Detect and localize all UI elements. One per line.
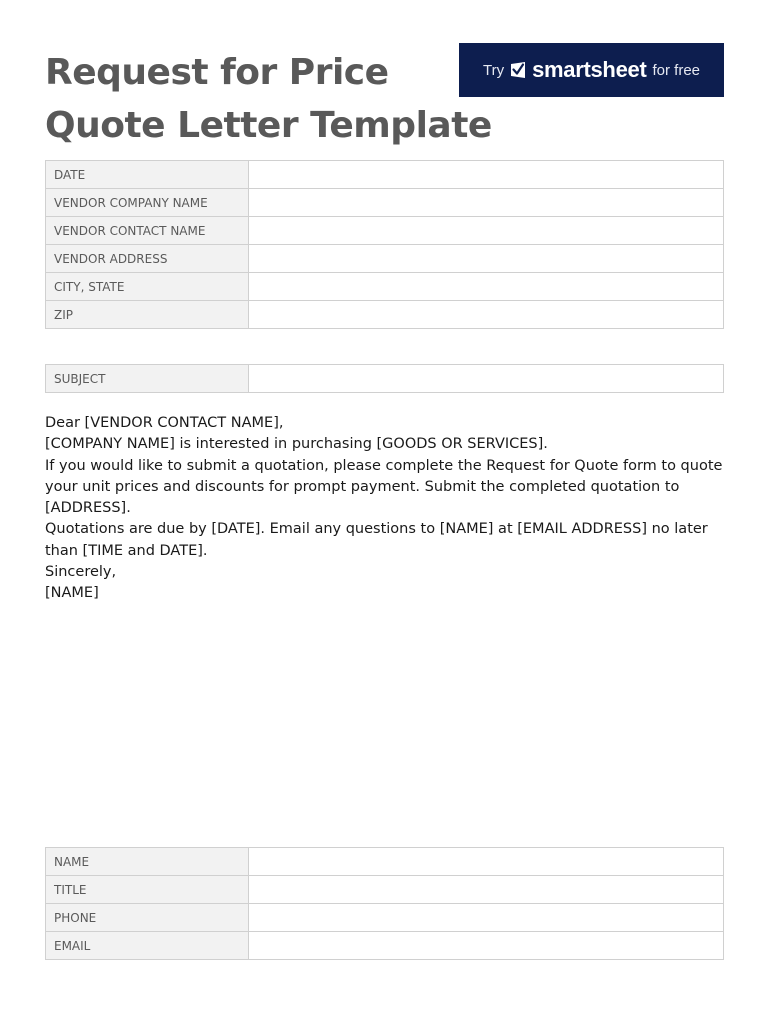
banner-free-label: for free bbox=[652, 61, 701, 79]
vendor-company-name-label: VENDOR COMPANY NAME bbox=[46, 189, 249, 217]
city-state-label: CITY, STATE bbox=[46, 273, 249, 301]
email-label: EMAIL bbox=[46, 932, 249, 960]
letter-signature: [NAME] bbox=[45, 585, 99, 602]
city-state-field[interactable] bbox=[249, 273, 724, 301]
vendor-company-name-field[interactable] bbox=[249, 189, 724, 217]
table-row bbox=[46, 848, 724, 876]
date-label: DATE bbox=[46, 161, 249, 189]
email-field[interactable] bbox=[249, 932, 724, 960]
banner-try-label: Try bbox=[482, 61, 505, 79]
table-row bbox=[46, 904, 724, 932]
table-row bbox=[46, 189, 724, 217]
subject-label: SUBJECT bbox=[46, 365, 249, 393]
title-label: TITLE bbox=[46, 876, 249, 904]
page-title bbox=[45, 46, 492, 152]
smartsheet-logo-icon bbox=[510, 61, 526, 79]
table-row bbox=[46, 273, 724, 301]
page-title-line-2: Quote Letter Template bbox=[45, 105, 492, 146]
vendor-address-field[interactable] bbox=[249, 245, 724, 273]
letter-body bbox=[45, 413, 725, 605]
table-row bbox=[46, 932, 724, 960]
letter-line-2: If you would like to submit a quotation, please complete the Request for Quote form to quote your unit prices and discounts for prompt payment. Submit the completed quotation to [ADDRESS]. bbox=[45, 457, 723, 517]
vendor-info-table bbox=[45, 160, 724, 329]
table-row bbox=[46, 301, 724, 329]
phone-field[interactable] bbox=[249, 904, 724, 932]
subject-field[interactable] bbox=[249, 365, 724, 393]
subject-table bbox=[45, 364, 724, 393]
phone-label: PHONE bbox=[46, 904, 249, 932]
date-field[interactable] bbox=[249, 161, 724, 189]
letter-closing: Sincerely, bbox=[45, 564, 117, 581]
banner-brand: smartsheet bbox=[532, 57, 647, 82]
table-row bbox=[46, 217, 724, 245]
letter-line-1: [COMPANY NAME] is interested in purchasing [GOODS OR SERVICES]. bbox=[45, 436, 548, 453]
title-field[interactable] bbox=[249, 876, 724, 904]
table-row bbox=[46, 161, 724, 189]
zip-field[interactable] bbox=[249, 301, 724, 329]
table-row bbox=[46, 245, 724, 273]
zip-label: ZIP bbox=[46, 301, 249, 329]
table-row bbox=[46, 365, 724, 393]
page-title-line-1: Request for Price bbox=[45, 52, 389, 93]
letter-line-3: Quotations are due by [DATE]. Email any questions to [NAME] at [EMAIL ADDRESS] no later than [TIME and DATE]. bbox=[45, 521, 708, 559]
vendor-contact-name-label: VENDOR CONTACT NAME bbox=[46, 217, 249, 245]
table-row bbox=[46, 876, 724, 904]
name-label: NAME bbox=[46, 848, 249, 876]
signature-table bbox=[45, 847, 724, 960]
letter-greeting: Dear [VENDOR CONTACT NAME], bbox=[45, 415, 284, 431]
name-field[interactable] bbox=[249, 848, 724, 876]
try-smartsheet-banner[interactable] bbox=[459, 43, 724, 97]
vendor-address-label: VENDOR ADDRESS bbox=[46, 245, 249, 273]
vendor-contact-name-field[interactable] bbox=[249, 217, 724, 245]
